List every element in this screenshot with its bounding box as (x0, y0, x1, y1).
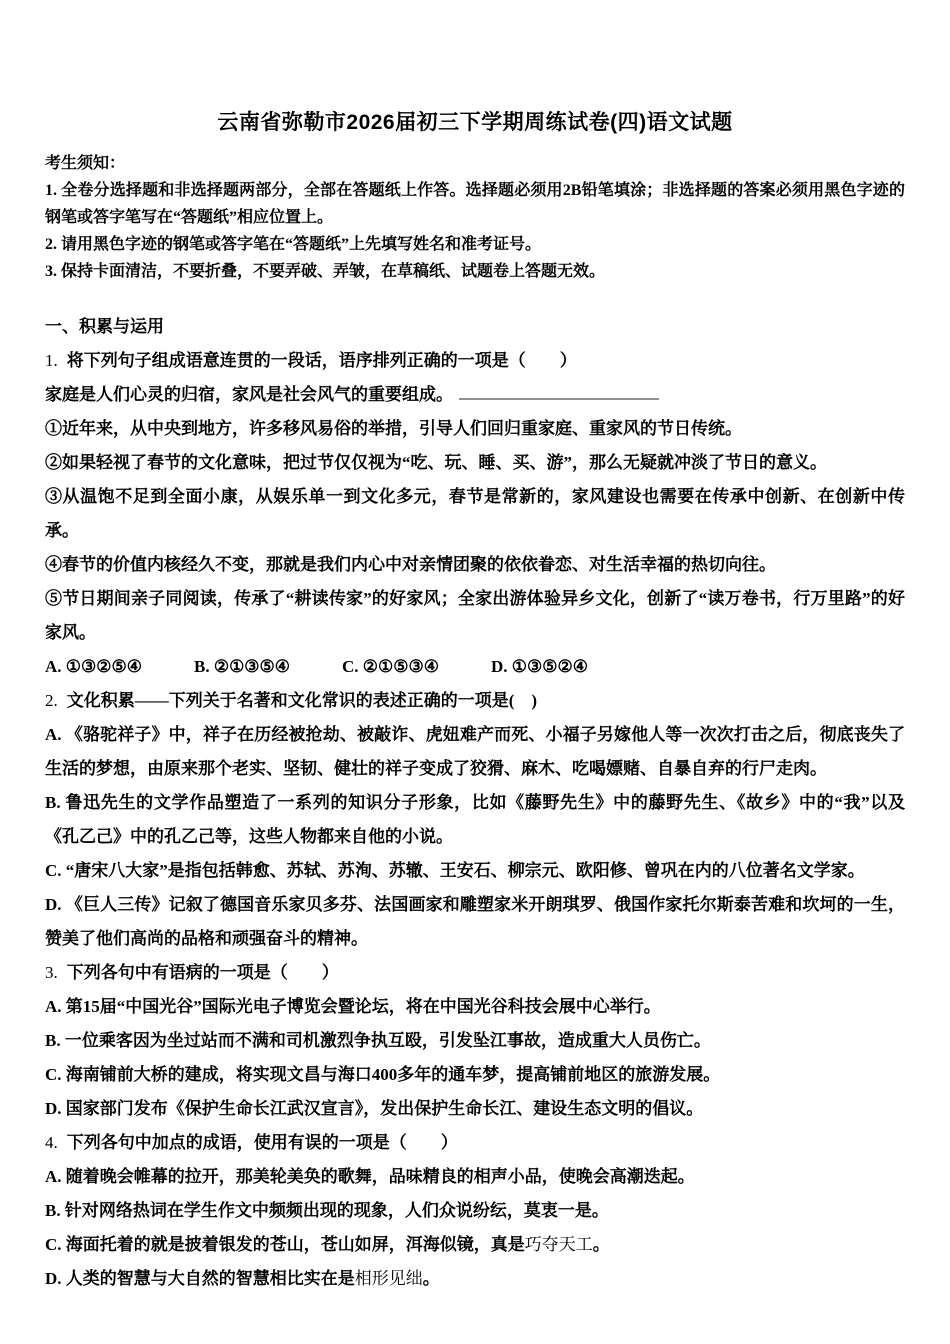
q3-option-b: B. 一位乘客因为坐过站而不满和司机激烈争执互殴，引发坠江事故，造成重大人员伤亡。 (45, 1031, 711, 1050)
page-title: 云南省弥勒市2026届初三下学期周练试卷(四)语文试题 (217, 111, 733, 134)
notice-block (45, 150, 905, 285)
notice-item-3: 3. 保持卡面清洁，不要折叠，不要弄破、弄皱，在草稿纸、试题卷上答题无效。 (45, 263, 606, 280)
q1-stem (45, 344, 905, 378)
q4-option-d-emphasized-idiom: 相形见绌 (354, 1269, 423, 1288)
notice-item-1: 1. 全卷分选择题和非选择题两部分，全部在答题纸上作答。选择题必须用2B铅笔填涂；非选择题的答案必须用黑色字迹的钢笔或答字笔写在“答题纸”相应位置上。 (45, 182, 905, 226)
q3-stem-text: 下列各句中有语病的一项是（ ） (66, 963, 339, 982)
q1-sentence-3: ③从温饱不足到全面小康，从娱乐单一到文化多元，春节是常新的，家风建设也需要在传承中创新、在创新中传承。 (45, 487, 905, 540)
q1-sentence-5: ⑤节日期间亲子同阅读，传承了“耕读传家”的好家风；全家出游体验异乡文化，创新了“读万卷书，行万里路”的好家风。 (45, 589, 905, 642)
q1-option-c: C. ②①⑤③④ (342, 657, 440, 676)
q2-option-a: A. 《骆驼祥子》中，祥子在历经被抢劫、被敲诈、虎妞难产而死、小福子另嫁他人等一次次打击之后，彻底丧失了生活的梦想，由原来那个老实、坚韧、健壮的祥子变成了狡猾、麻木、吃喝嫖赌、自暴自弃的行尸走肉。 (45, 725, 905, 778)
q4-option-c-text: C. 海面托着的就是披着银发的苍山，苍山如屏，洱海似镜，真是 (45, 1235, 525, 1254)
q2-option-c: C. “唐宋八大家”是指包括韩愈、苏轼、苏洵、苏辙、王安石、柳宗元、欧阳修、曾巩在内的八位著名文学家。 (45, 861, 865, 880)
q4-option-a: A. 随着晚会帷幕的拉开，那美轮美奂的歌舞，品味精良的相声小品，使晚会高潮迭起。 (45, 1167, 695, 1186)
q1-lead (45, 378, 905, 412)
q4-stem (45, 1126, 905, 1160)
q2-stem (45, 684, 905, 718)
notice-heading: 考生须知： (45, 155, 126, 172)
section-heading: 一、积累与运用 (45, 317, 164, 336)
q1-sentence-2: ②如果轻视了春节的文化意味，把过节仅仅视为“吃、玩、睡、买、游”，那么无疑就冲淡了节日的意义。 (45, 453, 827, 472)
q3-number: 3. (45, 963, 58, 982)
q1-option-d: D. ①③⑤②④ (491, 657, 588, 676)
q1-number: 1. (45, 351, 58, 370)
q4-number: 4. (45, 1133, 58, 1152)
q2-option-d: D. 《巨人三传》记叙了德国音乐家贝多芬、法国画家和雕塑家米开朗琪罗、俄国作家托尔斯泰苦难和坎坷的一生，赞美了他们高尚的品格和顽强奋斗的精神。 (45, 895, 905, 948)
q3-option-a: A. 第15届“中国光谷”国际光电子博览会暨论坛，将在中国光谷科技会展中心举行。 (45, 997, 661, 1016)
q4-option-d (45, 1262, 905, 1296)
q1-option-a: A. ①③②⑤④ (45, 657, 142, 676)
q4-option-c-emphasized-idiom: 巧夺天工 (524, 1235, 593, 1254)
q4-option-b: B. 针对网络热词在学生作文中频频出现的现象，人们众说纷纭，莫衷一是。 (45, 1201, 609, 1220)
q1-options-row (45, 650, 905, 684)
q4-stem-text: 下列各句中加点的成语，使用有误的一项是（ ） (66, 1133, 458, 1152)
q1-option-b: B. ②①③⑤④ (193, 657, 291, 676)
notice-item-2: 2. 请用黑色字迹的钢笔或答字笔在“答题纸”上先填写姓名和准考证号。 (45, 236, 542, 253)
q1-sentence-1: ①近年来，从中央到地方，许多移风易俗的举措，引导人们回归重家庭、重家风的节日传统。 (45, 419, 742, 438)
q2-stem-text: 文化积累——下列关于名著和文化常识的表述正确的一项是( ) (66, 691, 538, 710)
q4-option-d-text: D. 人类的智慧与大自然的智慧相比实在是 (45, 1269, 355, 1288)
q3-stem (45, 956, 905, 990)
q2-number: 2. (45, 691, 58, 710)
q3-option-d: D. 国家部门发布《保护生命长江武汉宣言》，发出保护生命长江、建设生态文明的倡议。 (45, 1099, 704, 1118)
q3-option-c: C. 海南铺前大桥的建成，将实现文昌与海口400多年的通车梦，提高铺前地区的旅游发展。 (45, 1065, 721, 1084)
q1-sentence-4: ④春节的价值内核经久不变，那就是我们内心中对亲情团聚的依依眷恋、对生活幸福的热切向往。 (45, 555, 776, 574)
q2-option-b: B. 鲁迅先生的文学作品塑造了一系列的知识分子形象，比如《藤野先生》中的藤野先生、《故乡》中的“我”以及《孔乙己》中的孔乙己等，这些人物都来自他的小说。 (45, 793, 905, 846)
q1-lead-text: 家庭是人们心灵的归宿，家风是社会风气的重要组成。 (45, 385, 453, 404)
section-accumulation-and-use (45, 310, 905, 1296)
q4-option-c-period: 。 (592, 1235, 610, 1254)
q1-stem-text: 将下列句子组成语意连贯的一段话，语序排列正确的一项是（ ） (66, 351, 577, 370)
q4-option-d-period: 。 (422, 1269, 440, 1288)
q4-option-c (45, 1228, 905, 1262)
q1-answer-blank-line (459, 380, 659, 400)
